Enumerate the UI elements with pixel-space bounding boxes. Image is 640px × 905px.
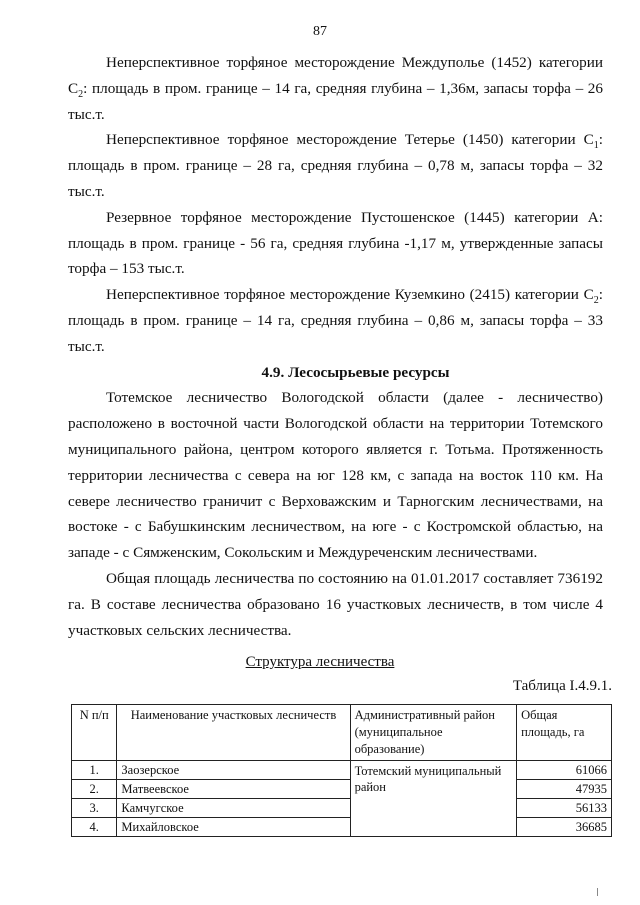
table-row xyxy=(72,780,612,799)
row-area: 36685 xyxy=(517,818,612,837)
row-num: 1. xyxy=(72,761,117,780)
table-row xyxy=(72,761,612,780)
row-num: 3. xyxy=(72,799,117,818)
row-area: 56133 xyxy=(517,799,612,818)
paragraph-mezhdupole: Неперспективное торфяное месторождение Междуполье (1452) категории $С_2$: площадь в пром. границе – 14 га, средняя глубина – 1,36м, запасы торфа – 26 тыс.т. xyxy=(68,54,603,123)
forestry-structure-table xyxy=(71,704,612,837)
paragraph-kuzemkino: Неперспективное торфяное месторождение Куземкино (2415) категории $С_2$: площадь в пром. границе – 14 га, средняя глубина – 0,86 м, запасы торфа – 33 тыс.т. xyxy=(68,286,603,355)
paragraph-teterye: Неперспективное торфяное месторождение Тетерье (1450) категории $С_1$: площадь в пром. границе – 28 га, средняя глубина – 0,78 м, запасы торфа – 32 тыс.т. xyxy=(68,131,603,200)
scan-mark xyxy=(597,888,598,896)
header-num: N п/п xyxy=(72,705,117,761)
header-district: Административный район (муниципальное образование) xyxy=(350,705,517,761)
table-row xyxy=(72,818,612,837)
row-name: Михайловское xyxy=(117,818,350,837)
table-header-row xyxy=(72,705,612,761)
row-area: 61066 xyxy=(517,761,612,780)
paragraph-forestry-area: Общая площадь лесничества по состоянию на 01.01.2017 составляет 736192 га. В составе лесничества образовано 16 участковых лесничеств, в том числе 4 участковых сельских лесничества. xyxy=(68,569,603,639)
row-name: Заозерское xyxy=(117,761,350,780)
row-name: Камчугское xyxy=(117,799,350,818)
header-name: Наименование участковых лесничеств xyxy=(117,705,350,761)
row-num: 2. xyxy=(72,780,117,799)
table-row xyxy=(72,799,612,818)
table-number: Таблица I.4.9.1. xyxy=(512,678,612,694)
table-title: Структура лесничества xyxy=(245,654,395,670)
row-district: Тотемский муниципальный район xyxy=(350,761,517,837)
row-name: Матвеевское xyxy=(117,780,350,799)
paragraph-forestry-location: Тотемское лесничество Вологодской области (далее - лесничество) расположено в восточной части Вологодской области на территории Тотемского муниципального района, центром которого является г. Тотьма. Протяженность территории лесничества с севера на юг 128 км, с запада на восток 110 км. На севере лесничество граничит с Верховажским и Тарногским лесничествами, на востоке - с Бабушкинским лесничеством, на юге - с Костромской областью, на западе - с Сямженским, Сокольским и Междуреченским лесничествами. xyxy=(68,389,603,562)
paragraph-pustoshenskoe: Резервное торфяное месторождение Пустошенское (1445) категории А: площадь в пром. границе - 56 га, средняя глубина -1,17 м, утвержденные запасы торфа – 153 тыс.т. xyxy=(68,208,603,278)
document-body xyxy=(68,50,603,643)
row-area: 47935 xyxy=(517,780,612,799)
header-area: Общая площадь, га xyxy=(517,705,612,761)
page-number: 87 xyxy=(313,24,327,39)
row-num: 4. xyxy=(72,818,117,837)
section-heading: 4.9. Лесосырьевые ресурсы xyxy=(261,363,450,381)
